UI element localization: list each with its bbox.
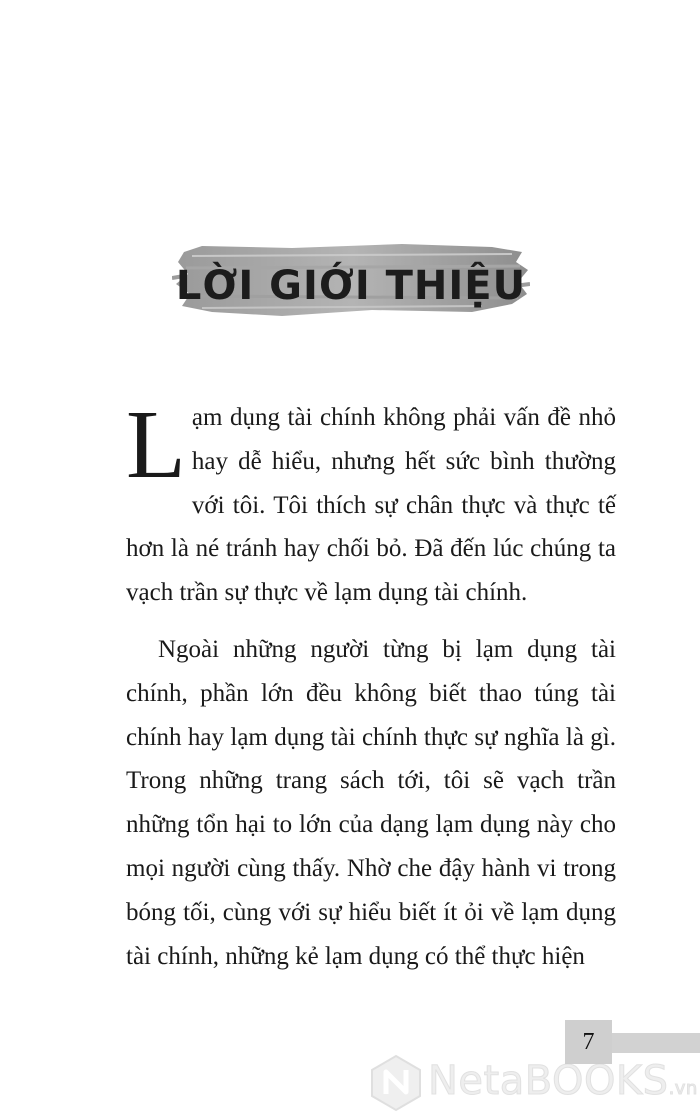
paragraph-1 xyxy=(126,391,616,615)
drop-cap: L xyxy=(126,391,186,499)
paragraph-1-text: ạm dụng tài chính không phải vấn đề nhỏ hay dễ hiểu, nhưng hết sức bình thường với tôi. Tôi thích sự chân thực và thực tế hơn là né tránh hay chối bỏ. Đã đến lúc chúng ta vạch trần sự thực về lạm dụng tài chính. xyxy=(126,404,616,607)
body-text xyxy=(126,391,616,978)
chapter-heading xyxy=(172,238,530,322)
netabooks-logo-icon xyxy=(368,1052,424,1112)
page-number: 7 xyxy=(565,1020,612,1064)
watermark-domain: .vn xyxy=(668,1078,698,1099)
paragraph-2: Ngoài những người từng bị lạm dụng tài chính, phần lớn đều không biết thao túng tài chính hay lạm dụng tài chính thực sự nghĩa là gì. Trong những trang sách tới, tôi sẽ vạch trần những tổn hại to lớn của dạng lạm dụng này cho mọi người cùng thấy. Nhờ che đậy hành vi trong bóng tối, cùng với sự hiểu biết ít ỏi về lạm dụng tài chính, những kẻ lạm dụng có thể thực hiện xyxy=(126,635,616,970)
chapter-title: LỜI GIỚI THIỆU xyxy=(175,263,527,309)
watermark-text xyxy=(428,1058,698,1104)
watermark xyxy=(368,1052,700,1112)
watermark-brand: NetaBOOKS xyxy=(428,1058,669,1104)
